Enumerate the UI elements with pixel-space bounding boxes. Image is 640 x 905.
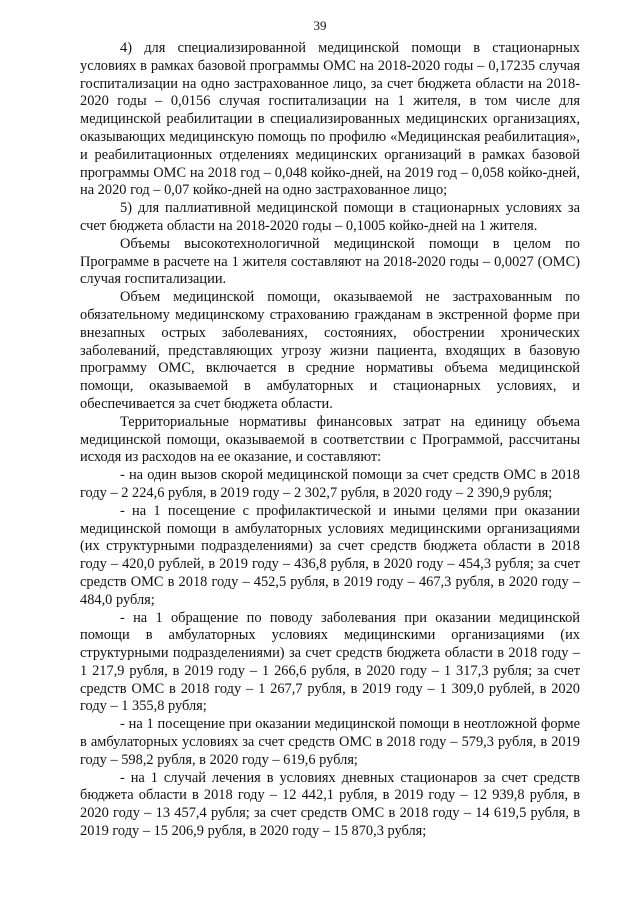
list-item-ambulance-call: - на один вызов скорой медицинской помощи за счет средств ОМС в 2018 году – 2 224,6 рубля, в 2019 году – 2 302,7 рубля, в 2020 году – 2 390,9 рубля; bbox=[80, 467, 580, 501]
list-item-preventive-visit: - на 1 посещение с профилактической и иными целями при оказании медицинской помощи в амбулаторных условиях медицинскими организациями (их структурными подразделениями) за счет средств бюджета области в 2018 году – 420,0 рублей, в 2019 году – 436,8 рубля, в 2020 году – 454,3 рубля; за счет средств ОМС в 2018 году – 452,5 рубля, в 2019 году – 467,3 рубля, в 2020 году – 484,0 рубля; bbox=[80, 502, 580, 608]
list-item-disease-appeal: - на 1 обращение по поводу заболевания при оказании медицинской помощи в амбулаторных условиях медицинскими организациями (их структурными подразделениями) за счет средств бюджета области в 2018 году – 1 217,9 рубля, в 2019 году – 1 266,6 рубля, в 2020 году – 1 317,3 рубля; за счет средств ОМС в 2018 году – 1 267,7 рубля, в 2019 году – 1 309,0 рублей, в 2020 году – 1 355,8 рубля; bbox=[80, 609, 580, 715]
paragraph-uninsured-care: Объем медицинской помощи, оказываемой не застрахованным по обязательному медицинскому страхованию гражданам в экстренной форме при внезапных острых заболеваниях, состояниях, обострении хронических заболеваний, представляющих угрозу жизни пациента, входящих в базовую программу ОМС, включается в средние нормативы объема медицинской помощи, оказываемой в амбулаторных и стационарных условиях, и обеспечивается за счет бюджета области. bbox=[80, 289, 580, 412]
paragraph-item-5: 5) для паллиативной медицинской помощи в стационарных условиях за счет бюджета области на 2018-2020 годы – 0,1005 койко-дней на 1 жителя. bbox=[80, 200, 580, 234]
paragraph-item-4: 4) для специализированной медицинской помощи в стационарных условиях в рамках базовой программы ОМС на 2018-2020 годы – 0,17235 случая госпитализации на одно застрахованное лицо, за счет бюджета области на 2018-2020 годы – 0,0156 случая госпитализации на 1 жителя, в том числе для медицинской реабилитации в специализированных медицинских организациях, оказывающих медицинскую помощь по профилю «Медицинская реабилитация», и реабилитационных отделениях медицинских организаций в рамках базовой программы ОМС на 2018 год – 0,048 койко-дней, на 2019 год – 0,058 койко-дней, на 2020 год – 0,07 койко-дней на одно застрахованное лицо; bbox=[80, 40, 580, 199]
page-number: 39 bbox=[313, 18, 327, 33]
paragraph-financial-norms-intro: Территориальные нормативы финансовых затрат на единицу объема медицинской помощи, оказываемой в соответствии с Программой, рассчитаны исходя из расходов на ее оказание, и составляют: bbox=[80, 413, 580, 466]
document-body bbox=[80, 40, 580, 841]
paragraph-high-tech-volume: Объемы высокотехнологичной медицинской помощи в целом по Программе в расчете на 1 жителя составляют на 2018-2020 годы – 0,0027 (ОМС) случая госпитализации. bbox=[80, 235, 580, 288]
list-item-day-hospital: - на 1 случай лечения в условиях дневных стационаров за счет средств бюджета области в 2018 году – 12 442,1 рубля, в 2019 году – 12 939,8 рубля, в 2020 году – 13 457,4 рубля; за счет средств ОМС в 2018 году – 14 619,5 рубля, в 2019 году – 15 206,9 рубля, в 2020 году – 15 870,3 рубля; bbox=[80, 769, 580, 840]
list-item-urgent-visit: - на 1 посещение при оказании медицинской помощи в неотложной форме в амбулаторных условиях за счет средств ОМС в 2018 году – 579,3 рубля, в 2019 году – 598,2 рубля, в 2020 году – 619,6 рубля; bbox=[80, 716, 580, 768]
